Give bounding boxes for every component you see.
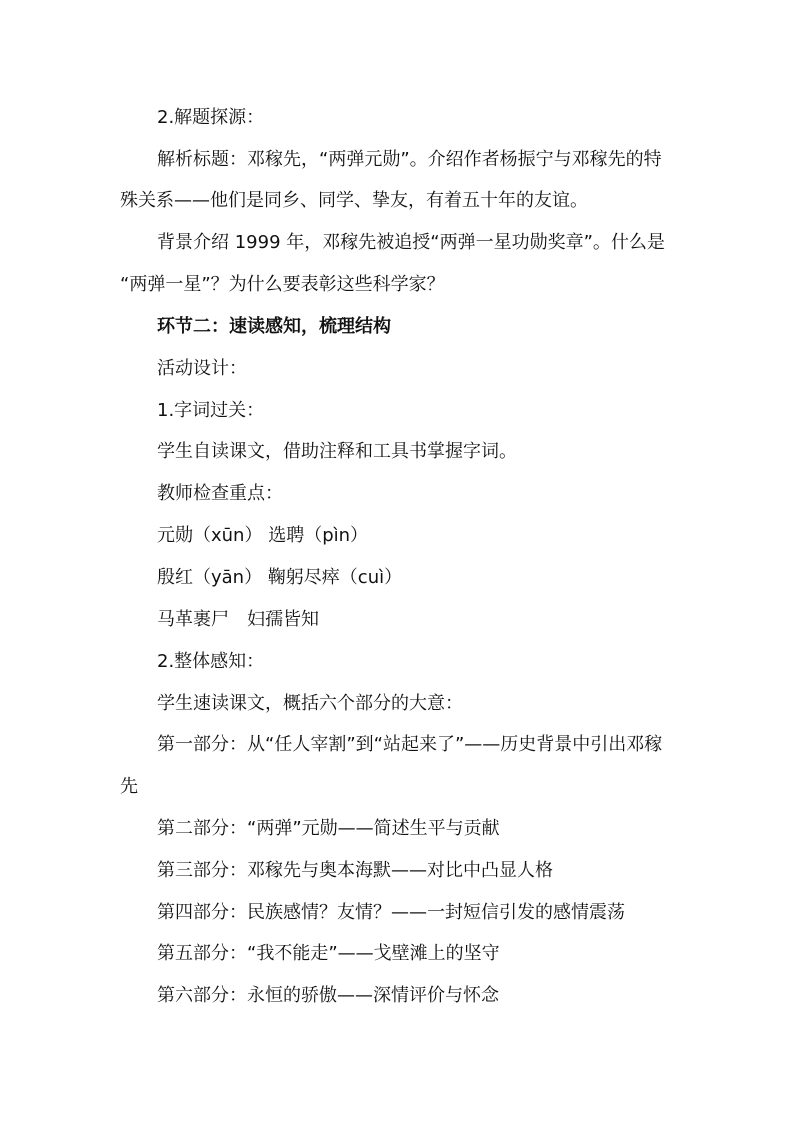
subheading-vocabulary: 1.字词过关： — [157, 400, 265, 421]
paragraph-title-analysis-line-2: 殊关系——他们是同乡、同学、挚友，有着五十年的友谊。 — [120, 190, 588, 211]
part-five: 第五部分：“我不能走”——戈壁滩上的坚守 — [157, 943, 500, 964]
section-heading-step-two: 环节二：速读感知，梳理结构 — [157, 316, 391, 337]
part-six: 第六部分：永恒的骄傲——深情评价与怀念 — [157, 985, 499, 1006]
part-four: 第四部分：民族感情？友情？——一封短信引发的感情震荡 — [157, 902, 625, 923]
paragraph-self-reading: 学生自读课文，借助注释和工具书掌握字词。 — [157, 441, 517, 462]
paragraph-background-line-2: “两弹一星”？为什么要表彰这些科学家？ — [120, 274, 445, 295]
vocabulary-line-1: 元勋（xūn） 选聘（pìn） — [157, 525, 369, 546]
vocabulary-line-3: 马革裹尸 妇孺皆知 — [157, 609, 319, 630]
vocabulary-line-2: 殷红（yān） 鞠躬尽瘁（cuì） — [157, 567, 403, 588]
section-heading-title-exploration: 2.解题探源： — [157, 107, 265, 128]
paragraph-speed-reading: 学生速读课文，概括六个部分的大意： — [157, 693, 463, 714]
part-one-line-2: 先 — [120, 776, 138, 797]
paragraph-background-line-1: 背景介绍 1999 年，邓稼先被追授“两弹一星功勋奖章”。什么是 — [157, 232, 665, 253]
part-one-line-1: 第一部分：从“任人宰割”到“站起来了”——历史背景中引出邓稼 — [157, 734, 663, 755]
paragraph-teacher-check: 教师检查重点： — [157, 483, 283, 504]
part-three: 第三部分：邓稼先与奥本海默——对比中凸显人格 — [157, 860, 553, 881]
subheading-overall-perception: 2.整体感知： — [157, 651, 265, 672]
part-two: 第二部分：“两弹”元勋——简述生平与贡献 — [157, 818, 500, 839]
activity-design-label: 活动设计： — [157, 358, 247, 379]
paragraph-title-analysis-line-1: 解析标题：邓稼先，“两弹元勋”。介绍作者杨振宁与邓稼先的特 — [157, 149, 662, 170]
